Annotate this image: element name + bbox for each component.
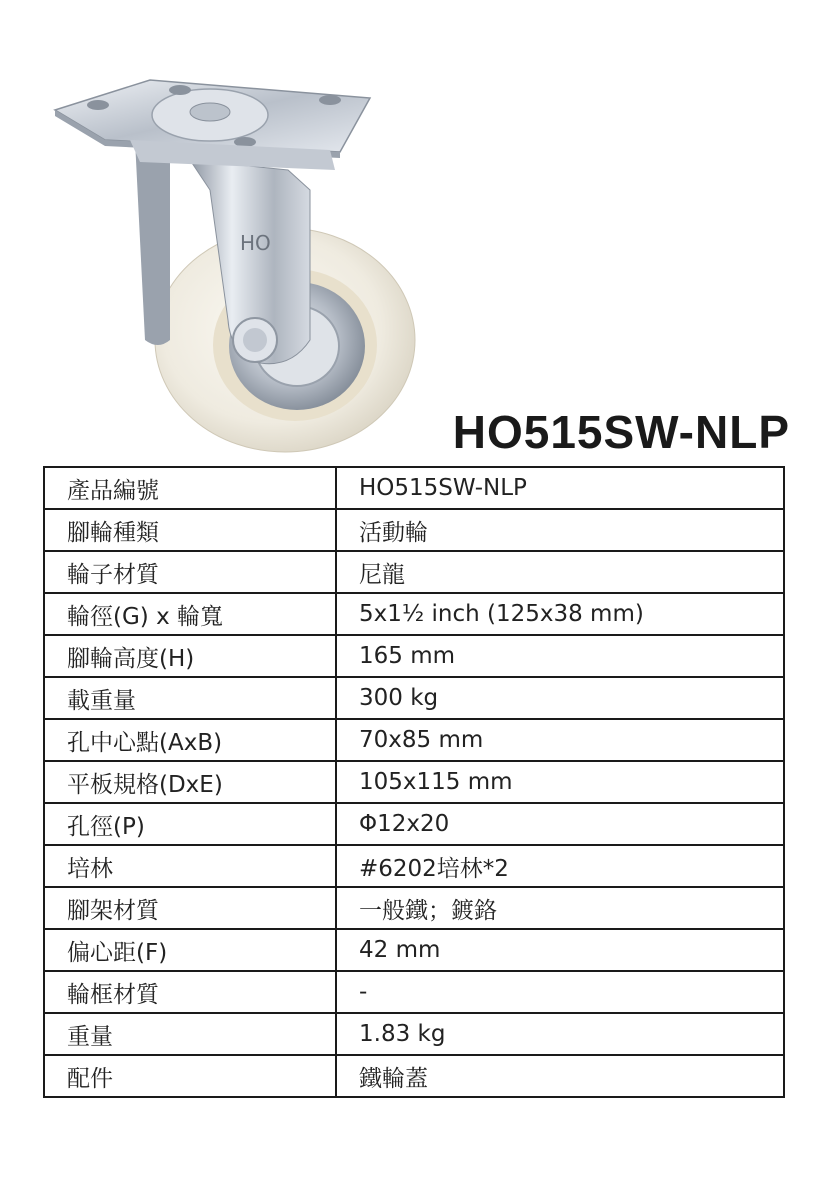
spec-label: 重量 (44, 1013, 336, 1055)
spec-row (44, 845, 784, 887)
spec-value: 鐵輪蓋 (336, 1055, 784, 1097)
spec-value: 5x1½ inch (125x38 mm) (336, 593, 784, 635)
spec-row (44, 509, 784, 551)
spec-label: 平板規格(DxE) (44, 761, 336, 803)
spec-label: 產品編號 (44, 467, 336, 509)
spec-label: 腳輪種類 (44, 509, 336, 551)
spec-row (44, 887, 784, 929)
spec-row (44, 929, 784, 971)
spec-label: 孔徑(P) (44, 803, 336, 845)
spec-value: 尼龍 (336, 551, 784, 593)
spec-value: - (336, 971, 784, 1013)
spec-row (44, 719, 784, 761)
spec-value: #6202培林*2 (336, 845, 784, 887)
spec-row (44, 971, 784, 1013)
spec-value: 1.83 kg (336, 1013, 784, 1055)
spec-table (43, 466, 785, 1098)
spec-row (44, 803, 784, 845)
spec-row (44, 467, 784, 509)
spec-row (44, 761, 784, 803)
spec-label: 配件 (44, 1055, 336, 1097)
spec-label: 輪框材質 (44, 971, 336, 1013)
spec-value: HO515SW-NLP (336, 467, 784, 509)
spec-value: Φ12x20 (336, 803, 784, 845)
brand-mark: HO (240, 231, 271, 255)
product-model-title: HO515SW-NLP (452, 406, 790, 458)
spec-value: 70x85 mm (336, 719, 784, 761)
spec-label: 偏心距(F) (44, 929, 336, 971)
spec-row (44, 593, 784, 635)
spec-value: 300 kg (336, 677, 784, 719)
spec-label: 輪子材質 (44, 551, 336, 593)
spec-row (44, 1055, 784, 1097)
spec-row (44, 677, 784, 719)
spec-label: 培林 (44, 845, 336, 887)
spec-label: 腳輪高度(H) (44, 635, 336, 677)
spec-value: 一般鐵；鍍鉻 (336, 887, 784, 929)
spec-row (44, 1013, 784, 1055)
caster-wheel-image (40, 40, 440, 470)
spec-row (44, 635, 784, 677)
spec-value: 活動輪 (336, 509, 784, 551)
spec-label: 載重量 (44, 677, 336, 719)
spec-row (44, 551, 784, 593)
spec-label: 腳架材質 (44, 887, 336, 929)
spec-label: 輪徑(G) x 輪寬 (44, 593, 336, 635)
spec-label: 孔中心點(AxB) (44, 719, 336, 761)
spec-value: 165 mm (336, 635, 784, 677)
spec-value: 105x115 mm (336, 761, 784, 803)
spec-value: 42 mm (336, 929, 784, 971)
